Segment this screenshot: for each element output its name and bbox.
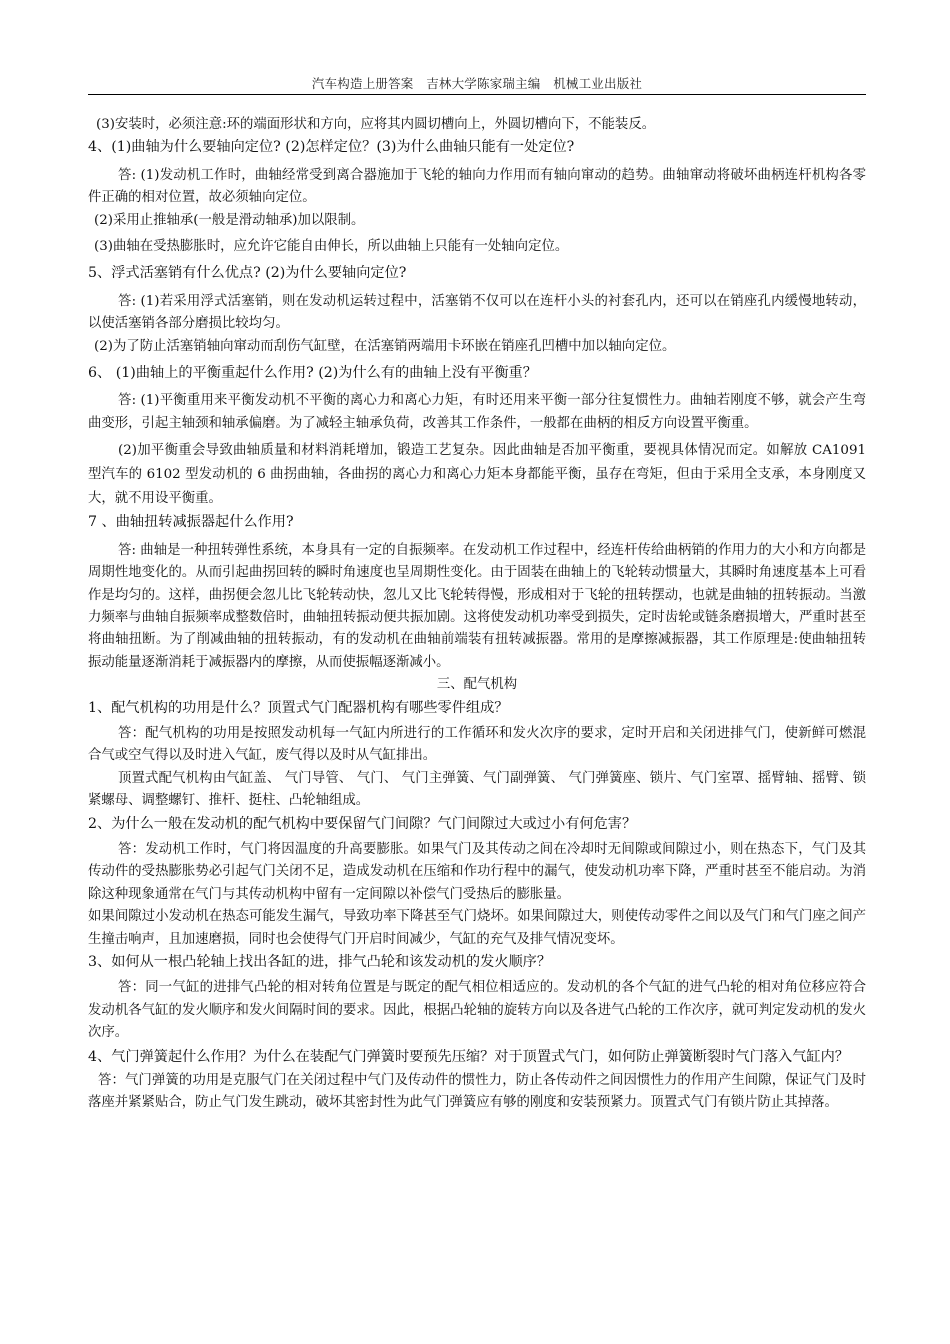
question-5: 5、浮式活塞销有什么优点? (2)为什么要轴向定位?: [88, 265, 407, 282]
answer-valve-1-part1: 答：配气机构的功用是按照发动机每一气缸内所进行的工作循环和发火次序的要求，定时开启和关闭进排气门，使新鲜可燃混合气或空气得以及时进入气缸，废气得以及时从气缸排出。: [88, 725, 866, 764]
answer-5-part1: 答: (1)若采用浮式活塞销，则在发动机运转过程中，活塞销不仅可以在连杆小头的衬套孔内，还可以在销座孔内缓慢地转动，以使活塞销各部分磨损比较均匀。: [88, 293, 866, 332]
answer-7: 答: 曲轴是一种扭转弹性系统，本身具有一定的自振频率。在发动机工作过程中，经连杆传给曲柄销的作用力的大小和方向都是周期性地变化的。从而引起曲拐回转的瞬时角速度也呈周期性变化。由于固装在曲轴上的飞轮转动惯量大，其瞬时角速度基本上可看作是均匀的。这样，曲拐便会忽儿比飞轮转动快，忽儿又比飞轮转得慢，形成相对于飞轮的扭转摆动，也就是曲轴的扭转振动。当激力频率与曲轴自振频率成整数倍时，曲轴扭转振动便共振加剧。这将使发动机功率受到损失，定时齿轮或链条磨损增大，严重时甚至将曲轴扭断。为了削减曲轴的扭转振动，有的发动机在曲轴前端装有扭转减振器。常用的是摩擦减振器，其工作原理是:使曲轴扭转振动能量逐渐消耗于减振器内的摩擦，从而使振幅逐渐减小。: [88, 542, 866, 670]
answer-4-part2: (2)采用止推轴承(一般是滑动轴承)加以限制。: [94, 212, 365, 228]
question-valve-1: 1、配气机构的功用是什么？顶置式气门配器机构有哪些零件组成？: [88, 699, 509, 716]
question-valve-2: 2、为什么一般在发动机的配气机构中要保留气门间隙？气门间隙过大或过小有何危害？: [88, 815, 637, 832]
answer-valve-4: 答：气门弹簧的功用是克服气门在关闭过程中气门及传动件的惯性力，防止各传动件之间因惯性力的作用产生间隙，保证气门及时落座并紧紧贴合，防止气门发生跳动，破坏其密封性为此气门弹簧应有够的刚度和安装预紧力。顶置式气门有锁片防止其掉落。: [88, 1072, 866, 1111]
section-heading-valve-train: 三、配气机构: [436, 677, 518, 693]
question-valve-3: 3、如何从一根凸轮轴上找出各缸的进，排气凸轮和该发动机的发火顺序？: [88, 954, 552, 970]
answer-valve-1-part2: 顶置式配气机构由气缸盖、 气门导管、 气门、 气门主弹簧、气门副弹簧、 气门弹簧座、锁片、气门室罩、摇臂轴、摇臂、锁紧螺母、调整螺钉、推杆、挺柱、凸轮轴组成。: [88, 770, 866, 809]
document-body: [88, 114, 866, 1114]
answer-6-part2: (2)加平衡重会导致曲轴质量和材料消耗增加，锻造工艺复杂。因此曲轴是否加平衡重，要视具体情况而定。如解放 CA1091 型汽车的 6102 型发动机的 6 曲拐曲轴，各曲拐的离心力和离心力矩本身都能平衡，虽存在弯矩，但由于采用全支承，本身刚度又大，就不用设平衡重。: [88, 443, 866, 507]
answer-4-part1: 答: (1)发动机工作时，曲轴经常受到离合器施加于飞轮的轴向力作用而有轴向窜动的趋势。曲轴窜动将破坏曲柄连杆机构各零件正确的相对位置，故必须轴向定位。: [88, 167, 866, 206]
question-valve-4: 4、气门弹簧起什么作用？为什么在装配气门弹簧时要预先压缩？对于顶置式气门，如何防止弹簧断裂时气门落入气缸内？: [88, 1048, 849, 1065]
answer-valve-2-part1: 答：发动机工作时，气门将因温度的升高要膨胀。如果气门及其传动之间在冷却时无间隙或间隙过小，则在热态下，气门及其传动件的受热膨胀势必引起气门关闭不足，造成发动机在压缩和作功行程中的漏气，使发动机功率下降，严重时甚至不能启动。为消除这种现象通常在气门与其传动机构中留有一定间隙以补偿气门受热后的膨胀量。: [88, 841, 866, 902]
answer-6-part1: 答: (1)平衡重用来平衡发动机不平衡的离心力和离心力矩，有时还用来平衡一部分往复惯性力。曲轴若刚度不够，就会产生弯曲变形，引起主轴颈和轴承偏磨。为了减轻主轴承负荷，改善其工作条件，一般都在曲柄的相反方向设置平衡重。: [88, 393, 866, 431]
question-6: 6、 (1)曲轴上的平衡重起什么作用? (2)为什么有的曲轴上没有平衡重？: [88, 365, 537, 382]
answer-valve-3: 答：同一气缸的进排气凸轮的相对转角位置是与既定的配气相位相适应的。发动机的各个气缸的进气凸轮的相对角位移应符合发动机各气缸的发火顺序和发火间隔时间的要求。因此，根据凸轮轴的旋转方向以及各进气凸轮的工作次序，就可判定发动机的发火次序。: [88, 980, 866, 1041]
page-header: 汽车构造上册答案 吉林大学陈家瑞主编 机械工业出版社: [88, 74, 866, 95]
question-4: 4、(1)曲轴为什么要轴向定位? (2)怎样定位？(3)为什么曲轴只能有一处定位?: [88, 139, 575, 156]
answer-4-part3: (3)曲轴在受热膨胀时，应允许它能自由伸长，所以曲轴上只能有一处轴向定位。: [94, 239, 569, 255]
answer-5-part2: (2)为了防止活塞销轴向窜动而刮伤气缸壁，在活塞销两端用卡环嵌在销座孔凹槽中加以轴向定位。: [94, 338, 676, 354]
question-7: 7 、曲轴扭转减振器起什么作用?: [88, 514, 294, 531]
paragraph-3-install-note: (3)安装时，必须注意:环的端面形状和方向，应将其内圆切槽向上，外圆切槽向下，不能装反。: [96, 117, 656, 132]
answer-valve-2-part2: 如果间隙过小发动机在热态可能发生漏气，导致功率下降甚至气门烧坏。如果间隙过大，则使传动零件之间以及气门和气门座之间产生撞击响声，且加速磨损，同时也会使得气门开启时间减少，气缸的充气及排气情况变坏。: [88, 909, 866, 947]
